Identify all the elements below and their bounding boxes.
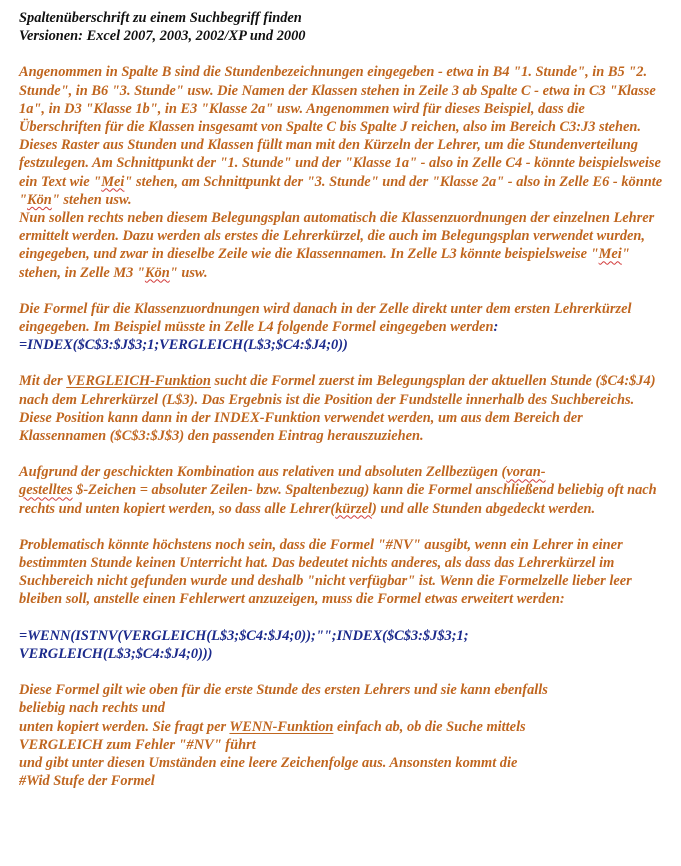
intro-paragraph-3 [19, 209, 667, 282]
wenn-function-link[interactable]: WENN-Funktion [229, 718, 334, 735]
kombination-text-b: $-Zeichen = absoluter Zeilen- bzw. Spaltenbezug) kann die Formel anschließend beliebig oft nach rechts und unten kopiert werden, so dass alle Lehrer( [19, 482, 657, 517]
spacer [19, 354, 667, 372]
versions-line: Versionen: Excel 2007, 2003, 2002/XP und 2000 [19, 28, 306, 45]
teacher-code-mei-2: Mei [598, 246, 622, 263]
intro-text-2c: " stehen usw. [51, 191, 132, 208]
vergleich-text-b: sucht die Formel zuerst im Belegungsplan der aktuellen Stunde ($C4:$J4) nach dem Lehrerkürzel (L$3). Das Ergebnis ist die Position der Fundstelle innerhalb des Suchbereichs. Diese Position kann dann in der INDEX-Funktion verwendet werden, um aus dem Bereich der Klassennamen ($C$3:$J$3) den passenden Eintrag herauszuziehen. [19, 373, 656, 445]
teacher-code-kon-2: Kön [144, 264, 170, 281]
closing-line-6: #Wid Stufe der Formel [19, 773, 155, 790]
formula-index-vergleich: : =INDEX($C$3:$J$3;1;VERGLEICH(L$3;$C4:$J4;0)) [19, 319, 499, 354]
teacher-code-mei: Mei [101, 173, 125, 190]
closing-line-4: VERGLEICH zum Fehler "#NV" führt [19, 736, 256, 753]
word-kuerzel: kürzel [335, 500, 373, 517]
word-gestelltes: gestelltes [19, 482, 73, 499]
intro-text-3c: " usw. [169, 264, 208, 281]
vergleich-paragraph [19, 372, 667, 445]
spacer [19, 45, 667, 63]
formula-paragraph-1 [19, 300, 667, 355]
closing-line-2: beliebig nach rechts und [19, 700, 165, 717]
vergleich-text-a: Mit der [19, 373, 67, 390]
word-voran: voran- [506, 464, 546, 481]
spacer [19, 518, 667, 536]
formula-wenn-line-1: =WENN(ISTNV(VERGLEICH(L$3;$C4:$J4;0));"";INDEX($C$3:$J$3;1; [19, 627, 469, 644]
intro-text-1: Angenommen in Spalte B sind die Stundenbezeichnungen eingegeben - etwa in B4 "1. Stunde", in B5 "2. Stunde", in B6 "3. Stunde" usw. Die Namen der Klassen stehen in Zeile 3 ab Spalte C - etwa in C3 "Klasse 1a", in D3 "Klasse 1b", in E3 "Klasse 2a" usw. Angenommen wird für dieses Beispiel, dass die Überschriften für die Klassen insgesamt von Spalte C bis Spalte J reichen, also im Bereich C3:J3 stehen. [19, 64, 656, 136]
closing-line-1: Diese Formel gilt wie oben für die erste Stunde des ersten Lehrers und sie kann ebenfalls [19, 682, 548, 699]
intro-text-2b: " stehen, am Schnittpunkt der "3. Stunde" und der "Klasse 2a" - also in Zelle E6 - könnte " [19, 173, 663, 208]
closing-text-3b: einfach ab, ob die Suche mittels [333, 718, 526, 735]
intro-paragraph-2 [19, 136, 667, 209]
intro-text-2a: Dieses Raster aus Stunden und Klassen füllt man mit den Kürzeln der Lehrer, um die Stundenverteilung festzulegen. Am Schnittpunkt der "1. Stunde" und der "Klasse 1a" - also in Zelle C4 - könnte beispielsweise ein Text wie " [19, 137, 661, 190]
vergleich-function-link[interactable]: VERGLEICH-Funktion [66, 373, 211, 390]
formula-wenn-line-2: VERGLEICH(L$3;$C4:$J4;0))) [19, 645, 213, 662]
spacer [19, 609, 667, 627]
kombination-text-c: ) und alle Stunden abgedeckt werden. [372, 500, 596, 517]
spacer [19, 282, 667, 300]
intro-paragraph-1 [19, 63, 667, 136]
intro-text-3b: " stehen, in Zelle M3 " [19, 246, 630, 281]
kombination-paragraph [19, 463, 667, 518]
spacer [19, 663, 667, 681]
teacher-code-kon: Kön [27, 191, 52, 208]
closing-text-3a: unten kopiert werden. Sie fragt per [19, 718, 230, 735]
intro-text-3a: Nun sollen rechts neben diesem Belegungsplan automatisch die Klassenzuordnungen der einzelnen Lehrer ermittelt werden. Dazu werden als erstes die Lehrerkürzel, die auch im Belegungsplan verwendet wurden, eingegeben, und zwar in dieselbe Zeile wie die Klassennamen. In Zelle L3 könnte beispielsweise " [19, 210, 655, 263]
closing-line-3 [19, 718, 667, 736]
spacer [19, 445, 667, 463]
problem-paragraph: Problematisch könnte höchstens noch sein, dass die Formel "#NV" ausgibt, wenn ein Lehrer in einer bestimmten Stunde keinen Unterricht hat. Das bedeutet nichts anderes, als dass das Lehrerkürzel im Suchbereich nicht gefunden wurde und deshalb "nicht verfügbar" ist. Wenn die Formelzelle lieber leer bleiben soll, anstelle einen Fehlerwert anzuzeigen, muss die Formel etwas erweitert werden: [19, 536, 632, 608]
closing-line-5: und gibt unter diesen Umständen eine leere Zeichenfolge aus. Ansonsten kommt die [19, 754, 518, 771]
kombination-text-a: Aufgrund der geschickten Kombination aus relativen und absoluten Zellbezügen ( [19, 464, 507, 481]
document-title: Spaltenüberschrift zu einem Suchbegriff finden [19, 10, 302, 26]
formula-intro-text: Die Formel für die Klassenzuordnungen wird danach in der Zelle direkt unter dem ersten Lehrerkürzel eingegeben. Im Beispiel müsste in Zelle L4 folgende Formel eingegeben werden [19, 300, 632, 336]
